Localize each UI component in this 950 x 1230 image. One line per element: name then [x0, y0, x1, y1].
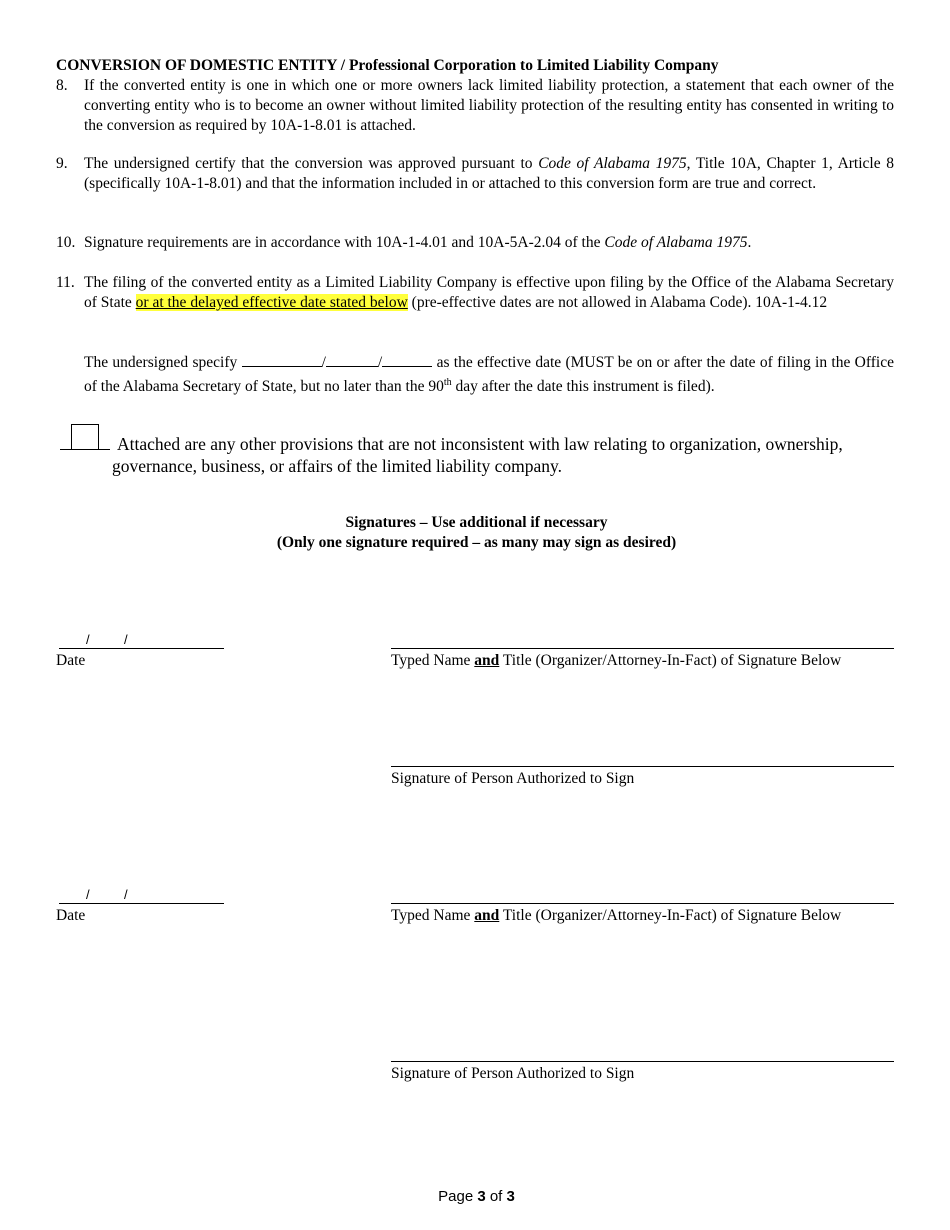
- section-heading: CONVERSION OF DOMESTIC ENTITY / Professional Corporation to Limited Liability Company: [56, 57, 719, 74]
- item-11-text: The filing of the converted entity as a Limited Liability Company is effective upon filing by the Office of the Alabama Secretary of State or at the delayed effective date stated below (pre-effective dates are not allowed in Alabama Code). 10A-1-4.12: [84, 274, 894, 311]
- date-label: Date: [56, 652, 86, 669]
- date-slash-2: /: [124, 887, 128, 902]
- effective-month-blank[interactable]: [242, 351, 322, 367]
- code-of-alabama-ref: Code of Alabama 1975: [538, 155, 687, 172]
- item-8-text: If the converted entity is one in which one or more owners lack limited liability protection, a statement that each owner of the converting entity who is to become an owner without limited liability protection of the resulting entity has consented in writing to the conversion as required by 10A-1-8.01 is attached.: [84, 77, 894, 134]
- date-line[interactable]: [59, 648, 224, 649]
- item-10-number: 10.: [56, 234, 76, 251]
- item-11-number: 11.: [56, 274, 75, 291]
- effective-year-blank[interactable]: [382, 351, 432, 367]
- date-slash-1: /: [86, 887, 90, 902]
- date-line[interactable]: [59, 903, 224, 904]
- item-9-text: The undersigned certify that the conversion was approved pursuant to Code of Alabama 1975, Title 10A, Chapter 1, Article 8 (specifically 10A-1-8.01) and that the information included in or attached to this conversion form are true and correct.: [84, 155, 895, 192]
- signature-line[interactable]: [391, 766, 894, 767]
- date-label: Date: [56, 907, 86, 924]
- item-10-text: Signature requirements are in accordance with 10A-1-4.01 and 10A-5A-2.04 of the Code of Alabama 1975.: [84, 234, 752, 251]
- date-slash-2: /: [124, 632, 128, 647]
- item-8-number: 8.: [56, 77, 68, 94]
- attached-provisions-checkbox[interactable]: [71, 424, 99, 450]
- effective-day-blank[interactable]: [326, 351, 378, 367]
- typed-name-label: Typed Name and Title (Organizer/Attorney-In-Fact) of Signature Below: [391, 652, 842, 669]
- date-slash-1: /: [86, 632, 90, 647]
- signatures-heading: Signatures – Use additional if necessary: [345, 514, 608, 531]
- item-9-number: 9.: [56, 155, 68, 172]
- attached-provisions-text: Attached are any other provisions that are not inconsistent with law relating to organization, ownership, governance, business, or affairs of the limited liability company.: [112, 434, 843, 476]
- code-of-alabama-ref: Code of Alabama 1975: [604, 234, 748, 251]
- typed-name-line[interactable]: [391, 903, 894, 904]
- typed-name-line[interactable]: [391, 648, 894, 649]
- delayed-date-highlight: or at the delayed effective date stated below: [135, 294, 408, 311]
- signatures-subheading: (Only one signature required – as many may sign as desired): [276, 534, 677, 551]
- effective-date-paragraph: The undersigned specify / / as the effective date (MUST be on or after the date of filing in the Office of the Alabama Secretary of State, but no later than the 90th day after the date this instrument is filed).: [84, 351, 894, 397]
- typed-name-label: Typed Name and Title (Organizer/Attorney-In-Fact) of Signature Below: [391, 907, 842, 924]
- page-footer: Page 3 of 3: [438, 1188, 515, 1205]
- signature-label: Signature of Person Authorized to Sign: [391, 1065, 635, 1082]
- signature-label: Signature of Person Authorized to Sign: [391, 770, 635, 787]
- signature-line[interactable]: [391, 1061, 894, 1062]
